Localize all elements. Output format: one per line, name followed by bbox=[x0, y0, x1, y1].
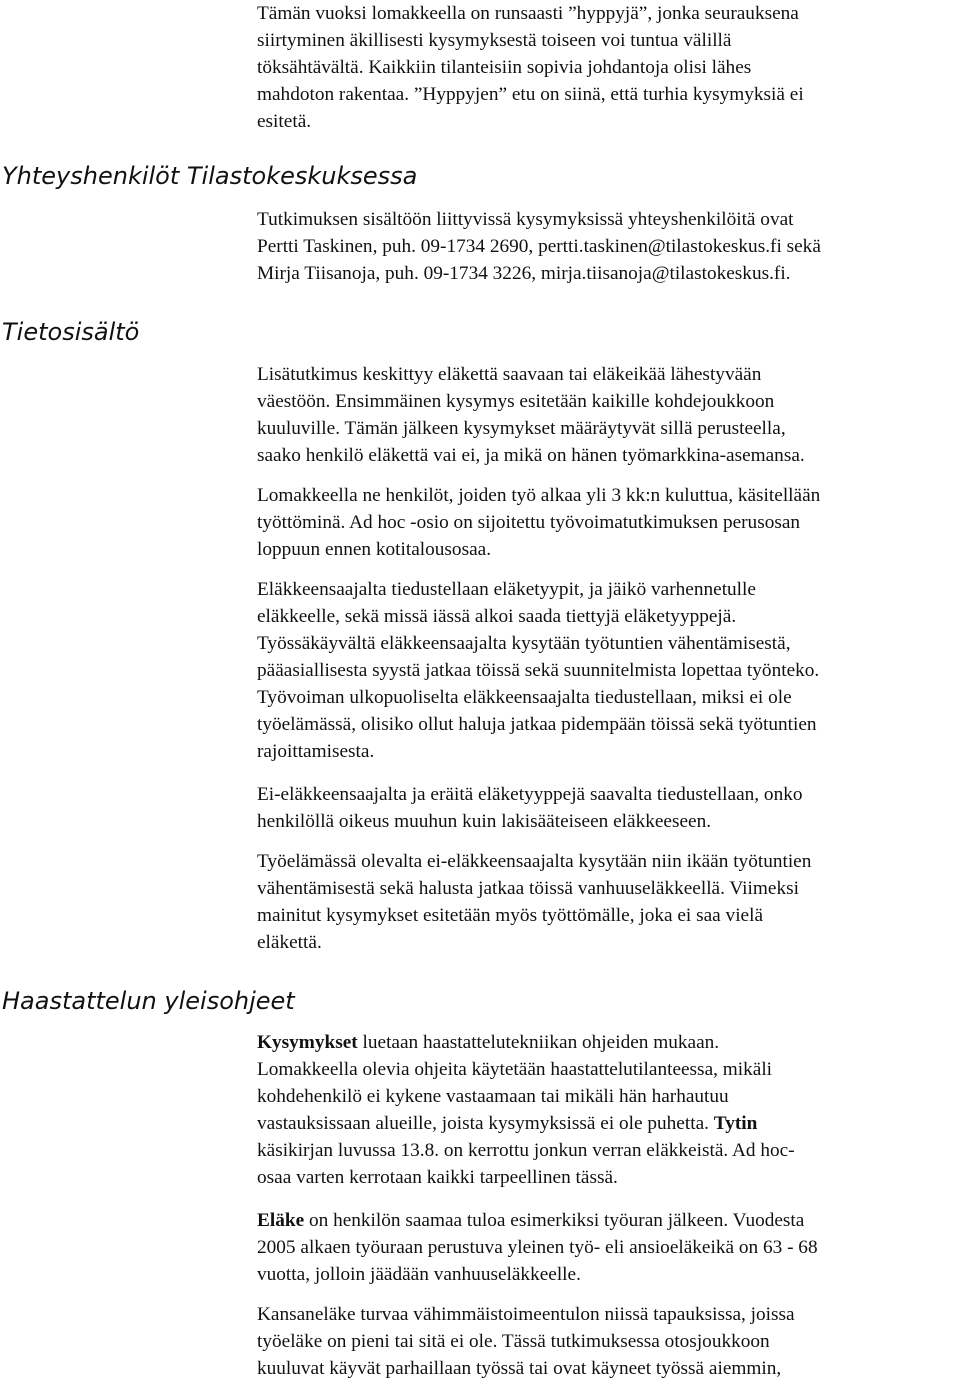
text-line: kuuluvat käyvät parhaillaan työssä tai ovat käyneet työssä aiemmin, bbox=[257, 1358, 782, 1379]
paragraph-content-1 bbox=[257, 361, 957, 469]
text-line: mainitut kysymykset esitetään myös työttömälle, joka ei saa vielä bbox=[257, 905, 764, 926]
paragraph-content-4 bbox=[257, 781, 957, 835]
text-fragment: vastauksissaan alueille, joista kysymyksissä ei ole puhetta. bbox=[257, 1113, 714, 1134]
text-line bbox=[257, 1110, 957, 1137]
heading-instructions: Haastattelun yleisohjeet bbox=[2, 987, 295, 1015]
text-line: työttöminä. Ad hoc -osio on sijoitettu työvoimatutkimuksen perusosan bbox=[257, 512, 801, 533]
text-line: työeläke on pieni tai sitä ei ole. Tässä tutkimuksessa otosjoukkoon bbox=[257, 1331, 770, 1352]
text-line: pääasiallisesta syystä jatkaa töissä sekä suunnitelmista lopettaa työnteko. bbox=[257, 660, 820, 681]
text-line: eläkettä. bbox=[257, 932, 322, 953]
text-line: Tutkimuksen sisältöön liittyvissä kysymyksissä yhteyshenkilöitä ovat bbox=[257, 209, 794, 230]
text-line: Eläkkeensaajalta tiedustellaan eläketyypit, ja jäikö varhennetulle bbox=[257, 579, 756, 600]
text-line bbox=[257, 1207, 957, 1234]
paragraph-instructions-2 bbox=[257, 1207, 957, 1288]
heading-contacts: Yhteyshenkilöt Tilastokeskuksessa bbox=[2, 162, 418, 190]
text-line: käsikirjan luvussa 13.8. on kerrottu jonkun verran eläkkeistä. Ad hoc- bbox=[257, 1140, 795, 1161]
term-tytin: Tytin bbox=[713, 1113, 758, 1134]
text-line: rajoittamisesta. bbox=[257, 741, 375, 762]
text-line: vähentämisestä sekä halusta jatkaa töissä vanhuuseläkkeellä. Viimeksi bbox=[257, 878, 799, 899]
text-line: väestöön. Ensimmäinen kysymys esitetään kaikille kohdejoukkoon bbox=[257, 391, 775, 412]
paragraph-instructions-1 bbox=[257, 1029, 957, 1191]
text-line: vuotta, jolloin jäädään vanhuuseläkkeelle. bbox=[257, 1264, 581, 1285]
text-line: Työelämässä olevalta ei-eläkkeensaajalta kysytään niin ikään työtuntien bbox=[257, 851, 812, 872]
text-line: Työvoiman ulkopuoliselta eläkkeensaajalta tiedustellaan, miksi ei ole bbox=[257, 687, 792, 708]
text-line: mahdoton rakentaa. ”Hyppyjen” etu on siinä, että turhia kysymyksiä ei bbox=[257, 84, 804, 105]
paragraph-content-5 bbox=[257, 848, 957, 956]
text-line: saako henkilö eläkettä vai ei, ja mikä on hänen työmarkkina-asemansa. bbox=[257, 445, 805, 466]
paragraph-content-2 bbox=[257, 482, 957, 563]
text-line: Lomakkeella olevia ohjeita käytetään haastattelutilanteessa, mikäli bbox=[257, 1059, 773, 1080]
text-line: esitetä. bbox=[257, 111, 312, 132]
text-line: Kansaneläke turvaa vähimmäistoimeentulon niissä tapauksissa, joissa bbox=[257, 1304, 795, 1325]
text-line: Lisätutkimus keskittyy eläkettä saavaan tai eläkeikää lähestyvään bbox=[257, 364, 762, 385]
paragraph-intro bbox=[257, 0, 957, 135]
text-line: töksähtävältä. Kaikkiin tilanteisiin sopivia johdantoja olisi lähes bbox=[257, 57, 752, 78]
text-line: Ei-eläkkeensaajalta ja eräitä eläketyyppejä saavalta tiedustellaan, onko bbox=[257, 784, 803, 805]
term-kysymykset: Kysymykset bbox=[257, 1032, 358, 1053]
text-line: 2005 alkaen työuraan perustuva yleinen työ- eli ansioeläkeikä on 63 - 68 bbox=[257, 1237, 818, 1258]
text-fragment: on henkilön saamaa tuloa esimerkiksi työuran jälkeen. Vuodesta bbox=[304, 1210, 805, 1231]
paragraph-contacts bbox=[257, 206, 957, 287]
paragraph-content-3 bbox=[257, 576, 957, 765]
term-elake: Eläke bbox=[257, 1210, 305, 1231]
text-line: osaa varten kerrotaan kaikki tarpeellinen tässä. bbox=[257, 1167, 618, 1188]
text-line: Työssäkäyvältä eläkkeensaajalta kysytään työtuntien vähentämisestä, bbox=[257, 633, 791, 654]
text-line: kohdehenkilö ei kykene vastaamaan tai mikäli hän harhautuu bbox=[257, 1086, 729, 1107]
text-line: Lomakkeella ne henkilöt, joiden työ alkaa yli 3 kk:n kuluttua, käsitellään bbox=[257, 485, 821, 506]
text-line: eläkkeelle, sekä missä iässä alkoi saada tiettyjä eläketyyppejä. bbox=[257, 606, 737, 627]
text-line: kuuluville. Tämän jälkeen kysymykset määräytyvät sillä perusteella, bbox=[257, 418, 786, 439]
text-line: Mirja Tiisanoja, puh. 09-1734 3226, mirja.tiisanoja@tilastokeskus.fi. bbox=[257, 263, 791, 284]
text-line: loppuun ennen kotitalousosaa. bbox=[257, 539, 492, 560]
text-line bbox=[257, 1029, 957, 1056]
text-line: työelämässä, olisiko ollut haluja jatkaa pidempään töissä sekä työtuntien bbox=[257, 714, 817, 735]
text-fragment: luetaan haastattelutekniikan ohjeiden mukaan. bbox=[357, 1032, 720, 1053]
text-line: siirtyminen äkillisesti kysymyksestä toiseen voi tuntua välillä bbox=[257, 30, 732, 51]
paragraph-instructions-3 bbox=[257, 1301, 957, 1382]
heading-content: Tietosisältö bbox=[2, 318, 140, 346]
text-line: Pertti Taskinen, puh. 09-1734 2690, pertti.taskinen@tilastokeskus.fi sekä bbox=[257, 236, 821, 257]
text-line: henkilöllä oikeus muuhun kuin lakisääteiseen eläkkeeseen. bbox=[257, 811, 712, 832]
text-line: Tämän vuoksi lomakkeella on runsaasti ”hyppyjä”, jonka seurauksena bbox=[257, 3, 799, 24]
